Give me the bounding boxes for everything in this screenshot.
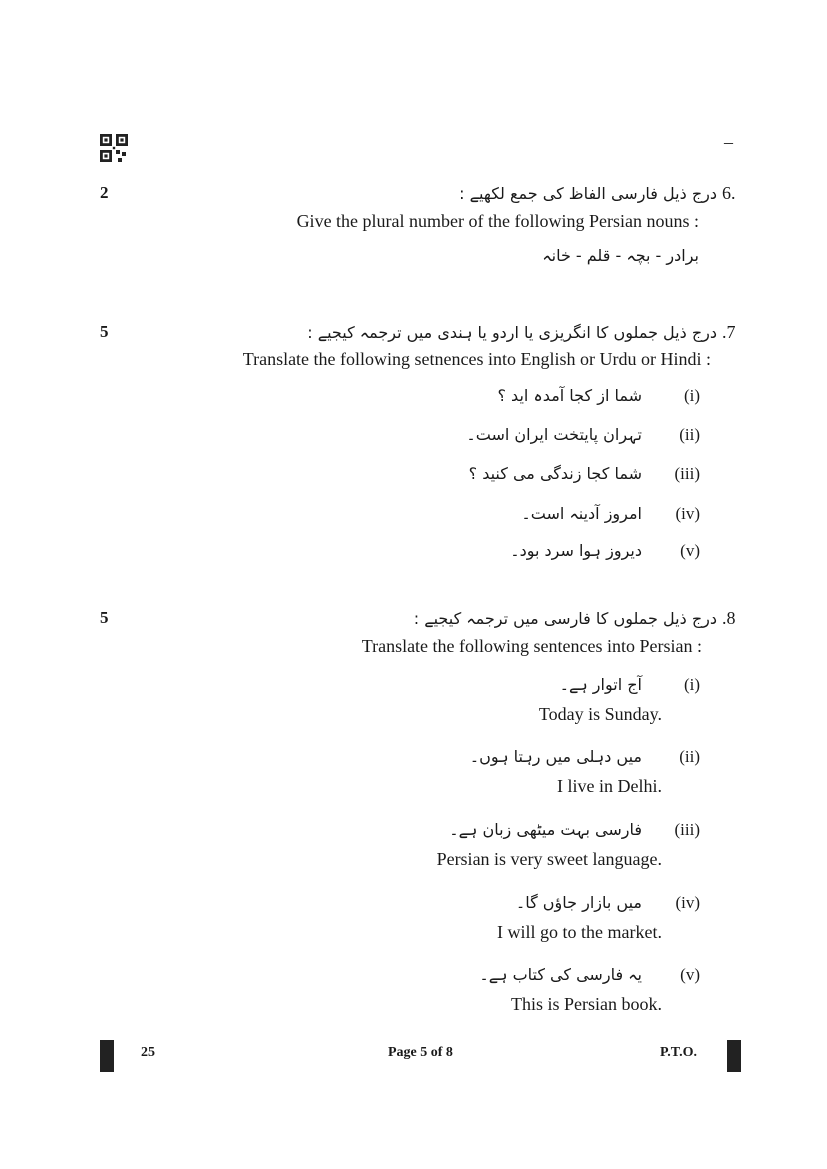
q7-urdu-instruction: درج ذیل جملوں کا انگریزی یا اردو یا ہندی میں ترجمہ کیجیے : bbox=[307, 323, 717, 342]
footer-pto: P.T.O. bbox=[660, 1045, 697, 1060]
q8-item-urdu: فارسی بہت میٹھی زبان ہے۔ bbox=[449, 820, 642, 839]
q6-urdu-instruction: درج ذیل فارسی الفاظ کی جمع لکھیے : bbox=[459, 184, 717, 203]
q8-item-urdu: آج اتوار ہے۔ bbox=[559, 675, 642, 694]
q7-item bbox=[510, 541, 700, 561]
q8-item-english: I will go to the market. bbox=[497, 922, 662, 942]
q8-urdu-instruction: درج ذیل جملوں کا فارسی میں ترجمہ کیجیے : bbox=[413, 609, 717, 628]
q7-number: .7 bbox=[722, 322, 736, 342]
q7-item-text: تہران پایتخت ایران است۔ bbox=[466, 425, 642, 444]
q8-item-english: This is Persian book. bbox=[511, 994, 662, 1014]
q7-item-number: (i) bbox=[683, 386, 700, 405]
q7-item bbox=[521, 504, 700, 524]
q7-item bbox=[466, 425, 700, 445]
qr-code bbox=[100, 134, 128, 162]
q7-item-number: (iii) bbox=[674, 464, 700, 483]
q7-item-number: (v) bbox=[680, 541, 700, 560]
corner-mark: – bbox=[724, 132, 733, 152]
q7-item-number: (iv) bbox=[675, 504, 700, 523]
q8-item bbox=[470, 747, 700, 767]
q8-item-urdu: یہ فارسی کی کتاب ہے۔ bbox=[479, 965, 642, 984]
q8-item-number: (i) bbox=[683, 675, 700, 694]
q8-item-number: (v) bbox=[680, 965, 700, 984]
q7-item-text: شما از کجا آمدہ اید ؟ bbox=[497, 386, 642, 405]
q8-item-number: (ii) bbox=[679, 747, 700, 766]
q8-item-urdu: میں دہلی میں رہتا ہوں۔ bbox=[469, 747, 642, 766]
q7-english-instruction: Translate the following setnences into English or Urdu or Hindi : bbox=[242, 349, 711, 369]
q8-item-english: I live in Delhi. bbox=[557, 776, 662, 796]
q8-item-english: Today is Sunday. bbox=[538, 704, 662, 724]
q8-item-english: Persian is very sweet language. bbox=[436, 849, 662, 869]
q6-number: 6. bbox=[722, 183, 736, 203]
footer-code: 25 bbox=[141, 1045, 155, 1060]
q6-words: برادر - بچہ - قلم - خانہ bbox=[542, 246, 699, 265]
q7-item-text: شما کجا زندگی می کنید ؟ bbox=[468, 464, 642, 483]
q8-item-number: (iii) bbox=[674, 820, 700, 839]
q8-item bbox=[479, 965, 700, 985]
q7-item bbox=[469, 464, 700, 484]
q8-english-instruction: Translate the following sentences into Persian : bbox=[361, 636, 702, 656]
q8-item bbox=[449, 820, 700, 840]
footer-right-bar bbox=[727, 1040, 741, 1072]
footer-left-bar bbox=[100, 1040, 114, 1072]
footer-page-number: Page 5 of 8 bbox=[388, 1045, 453, 1060]
q6-english-instruction: Give the plural number of the following Persian nouns : bbox=[296, 211, 699, 231]
q8-item bbox=[560, 675, 700, 695]
q8-item-urdu: میں بازار جاؤں گا۔ bbox=[515, 893, 642, 912]
q6-marks: 2 bbox=[100, 183, 109, 202]
q7-item-text: دیروز ہوا سرد بود۔ bbox=[510, 541, 642, 560]
q7-item-number: (ii) bbox=[679, 425, 700, 444]
q8-item bbox=[516, 893, 700, 913]
q8-item-number: (iv) bbox=[675, 893, 700, 912]
q8-number: .8 bbox=[722, 608, 736, 628]
q7-item bbox=[497, 386, 700, 406]
q7-item-text: امروز آدینہ است۔ bbox=[521, 504, 642, 523]
q8-marks: 5 bbox=[100, 608, 109, 627]
q7-marks: 5 bbox=[100, 322, 109, 341]
